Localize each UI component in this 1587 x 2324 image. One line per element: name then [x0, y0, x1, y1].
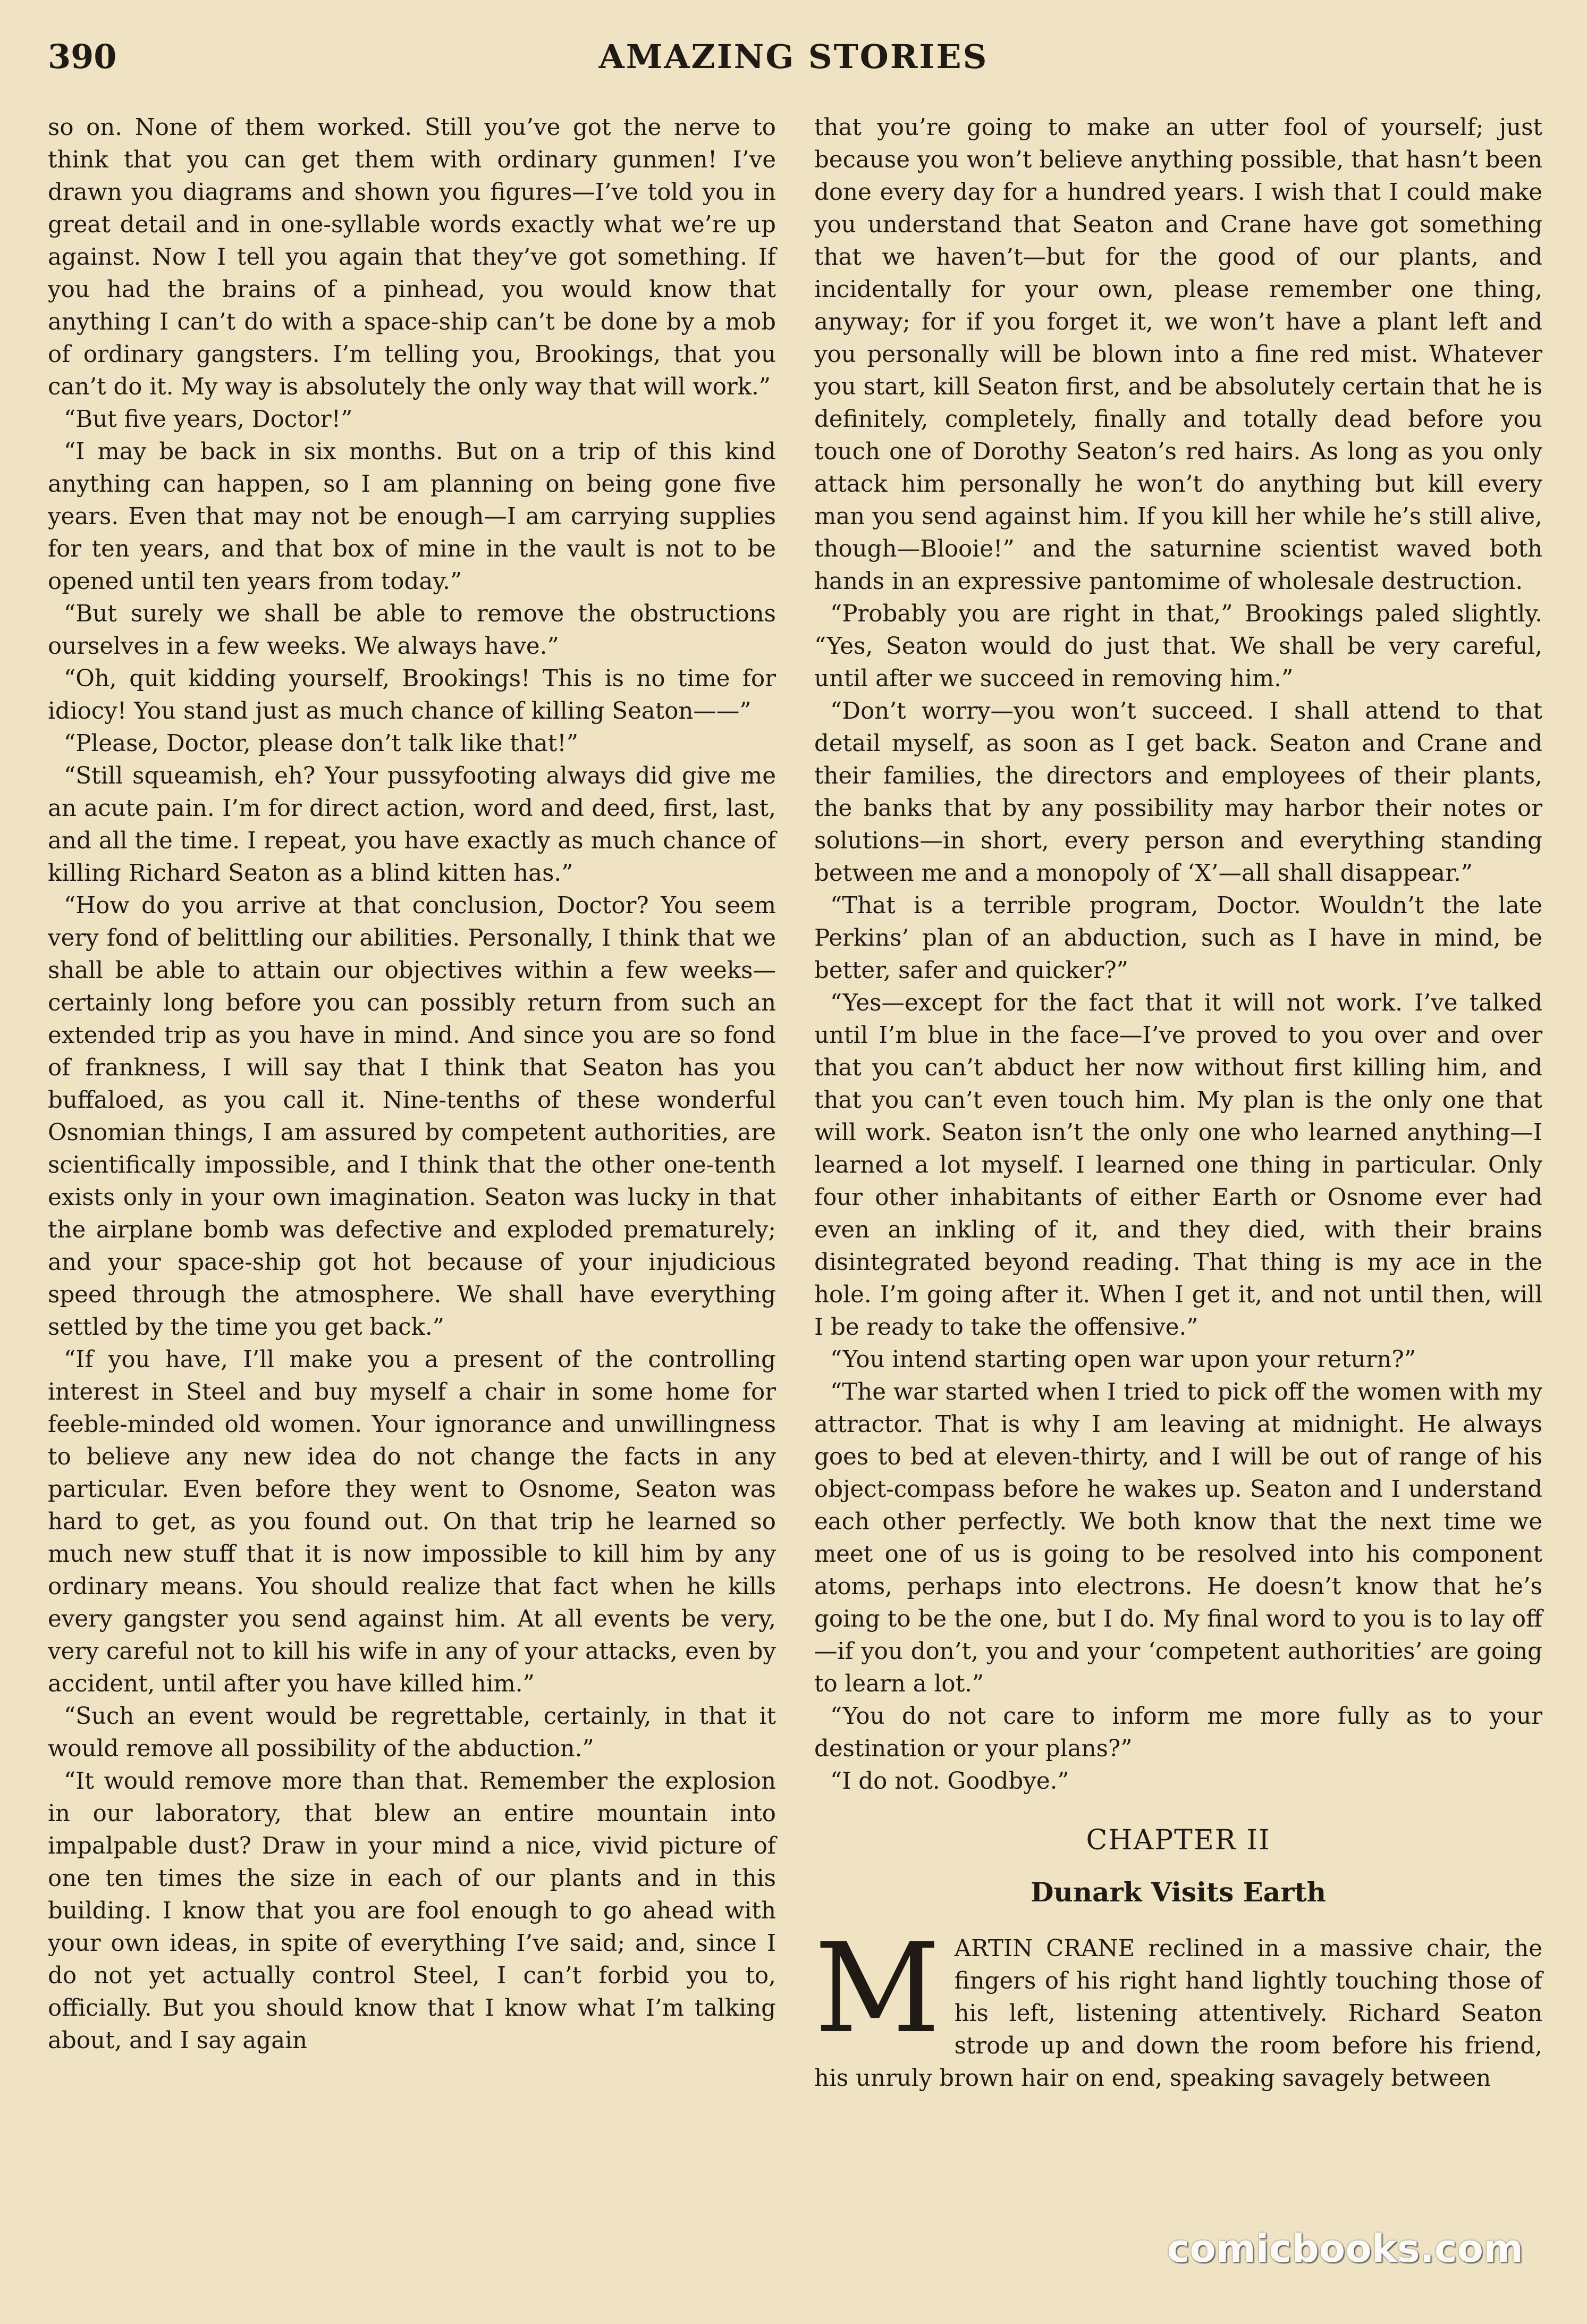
page-header — [48, 37, 1539, 85]
paragraph: “But five years, Doctor!” — [64, 406, 353, 433]
paragraph: “Still squeamish, eh? Your pussyfooting always did give me an acute pain. I’m for direct action, word and deed, first, last, and all the time. I repeat, you have exactly as much chance of killing Richard Seaton as a blind kitten has.” — [48, 763, 776, 887]
paragraph: “Don’t worry—you won’t succeed. I shall attend to that detail myself, as soon as I get back. Seaton and Crane and their families, the directors and employees of their plants, the banks that by any possibility may harbor their notes or solutions—in short, every person and everything standing between me and a monopoly of ‘X’—all shall disappear.” — [814, 698, 1542, 887]
paragraph: “Oh, quit kidding yourself, Brookings! This is no time for idiocy! You stand just as much chance of killing Seaton——” — [48, 666, 776, 725]
paragraph: “It would remove more than that. Remember the explosion in our laboratory, that blew an entire mountain into impalpable dust? Draw in your mind a nice, vivid picture of one ten times the size in each of our plants and in this building. I know that you are fool enough to go ahead with your own ideas, in spite of everything I’ve said; and, since I do not yet actually control Steel, I can’t forbid you to, officially. But you should know that I know what I’m talking about, and I say again — [48, 1768, 776, 2054]
paragraph: “Probably you are right in that,” Brookings paled slightly. “Yes, Seaton would do just that. We shall be very careful, until after we succeed in removing him.” — [814, 601, 1542, 692]
paragraph: “That is a terrible program, Doctor. Wouldn’t the late Perkins’ plan of an abduction, such as I have in mind, be better, safer and quicker?” — [814, 892, 1542, 984]
running-title: AMAZING STORIES — [598, 37, 989, 76]
paragraph: “Please, Doctor, please don’t talk like that!” — [64, 730, 579, 757]
left-column — [48, 112, 776, 2057]
paragraph: “Yes—except for the fact that it will not work. I’ve talked until I’m blue in the face—I’ve proved to you over and over that you can’t abduct her now without first killing him, and that you can’t even touch him. My plan is the only one that will work. Seaton isn’t the only one who learned anything—I learned a lot myself. I learned one thing in particular. Only four other inhabitants of either Earth or Osnome ever had even an inkling of it, and they died, with their brains disintegrated beyond reading. That thing is my ace in the hole. I’m going after it. When I get it, and not until then, will I be ready to take the offensive.” — [814, 990, 1542, 1341]
right-column — [814, 112, 1542, 2095]
site-watermark: comicbooks.com — [1167, 2226, 1523, 2271]
paragraph: so on. None of them worked. Still you’ve got the nerve to think that you can get them with ordinary gunmen! I’ve drawn you diagrams and shown you figures—I’ve told you in great detail and in one-syllable words exactly what we’re up against. Now I tell you again that they’ve got something. If you had the brains of a pinhead, you would know that anything I can’t do with a space-ship can’t be done by a mob of ordinary gangsters. I’m telling you, Brookings, that you can’t do it. My way is absolutely the only way that will work.” — [48, 114, 776, 400]
paragraph: “If you have, I’ll make you a present of the controlling interest in Steel and buy myself a chair in some home for feeble-minded old women. Your ignorance and unwillingness to believe any new idea do not change the facts in any particular. Even before they went to Osnome, Seaton was hard to get, as you found out. On that trip he learned so much new stuff that it is now impossible to kill him by any ordinary means. You should realize that fact when he kills every gangster you send against him. At all events be very, very careful not to kill his wife in any of your attacks, even by accident, until after you have killed him.” — [48, 1346, 776, 1697]
paragraph: “How do you arrive at that conclusion, Doctor? You seem very fond of belittling our abilities. Personally, I think that we shall be able to attain our objectives within a few weeks—certainly long before you can possibly return from such an extended trip as you have in mind. And since you are so fond of frankness, I will say that I think that Seaton has you buffaloed, as you call it. Nine-tenths of these wonderful Osnomian things, I am assured by competent authorities, are scientifically impossible, and I think that the other one-tenth exists only in your own imagination. Seaton was lucky in that the airplane bomb was defective and exploded prematurely; and your space-ship got hot because of your injudicious speed through the atmosphere. We shall have everything settled by the time you get back.” — [48, 892, 776, 1341]
paragraph: “But surely we shall be able to remove the obstructions ourselves in a few weeks. We always have.” — [48, 601, 776, 660]
paragraph: “I do not. Goodbye.” — [830, 1768, 1069, 1795]
paragraph: that you’re going to make an utter fool of yourself; just because you won’t believe anything possible, that hasn’t been done every day for a hundred years. I wish that I could make you understand that Seaton and Crane have got something that we haven’t—but for the good of our plants, and incidentally for your own, please remember one thing, anyway; for if you forget it, we won’t have a plant left and you personally will be blown into a fine red mist. Whatever you start, kill Seaton first, and be absolutely certain that he is definitely, completely, finally and totally dead before you touch one of Dorothy Seaton’s red hairs. As long as you only attack him personally he won’t do anything but kill every man you send against him. If you kill her while he’s still alive, though—Blooie!” and the saturnine scientist waved both hands in an expressive pantomime of wholesale destruction. — [814, 114, 1542, 595]
paragraph: “You do not care to inform me more fully as to your destination or your plans?” — [814, 1703, 1542, 1762]
paragraph: “I may be back in six months. But on a trip of this kind anything can happen, so I am planning on being gone five years. Even that may not be enough—I am carrying supplies for ten years, and that box of mine in the vault is not to be opened until ten years from today.” — [48, 439, 776, 595]
paragraph: “The war started when I tried to pick off the women with my attractor. That is why I am leaving at midnight. He always goes to bed at eleven-thirty, and I will be out of range of his object-compass before he wakes up. Seaton and I understand each other perfectly. We both know that the next time we meet one of us is going to be resolved into his component atoms, perhaps into electrons. He doesn’t know that he’s going to be the one, but I do. My final word to you is to lay off—if you don’t, you and your ‘competent authorities’ are going to learn a lot.” — [814, 1379, 1542, 1697]
chapter-opening-paragraph — [814, 1917, 1542, 2095]
chapter-opening-text: ARTIN CRANE reclined in a massive chair, the fingers of his right hand lightly touching those of his left, listening attentively. Richard Seaton strode up and down the room before his friend, his unruly brown hair on end, speaking savagely between — [814, 1935, 1542, 2092]
chapter-heading: CHAPTER II — [1086, 1824, 1271, 1856]
page-number: 390 — [48, 37, 117, 76]
paragraph: “You intend starting open war upon your return?” — [830, 1346, 1416, 1373]
drop-cap: M — [814, 1917, 941, 2060]
paragraph: “Such an event would be regrettable, certainly, in that it would remove all possibility of the abduction.” — [48, 1703, 776, 1762]
chapter-subtitle: Dunark Visits Earth — [1031, 1876, 1326, 1908]
